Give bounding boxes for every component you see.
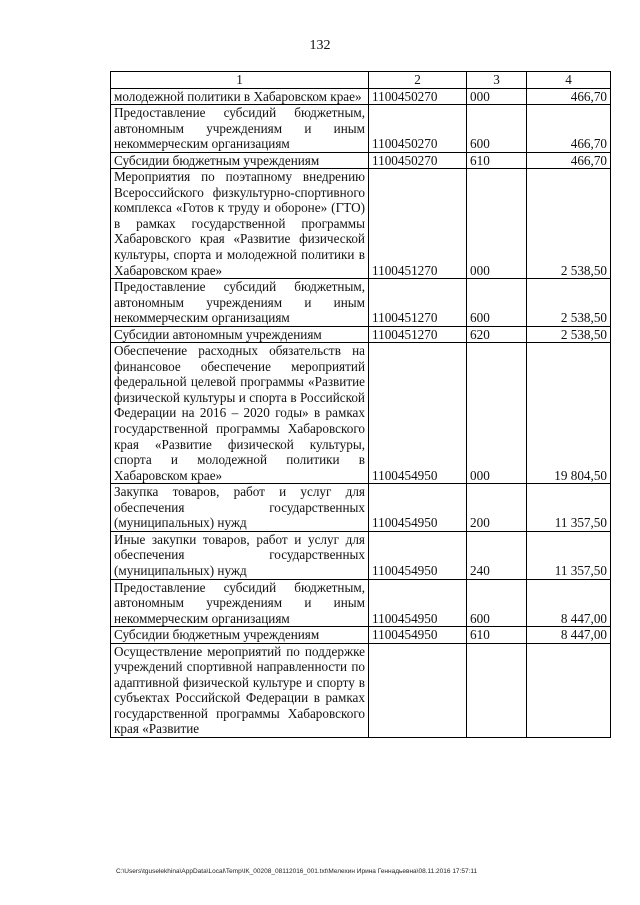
row-amount-cell: 8 447,00 [527,579,611,627]
table-row [111,326,611,343]
budget-table [110,71,611,738]
row-name-cell: Субсидии бюджетным учреждениям [111,627,369,644]
table-row [111,531,611,579]
row-type-cell: 600 [467,279,527,327]
row-name-cell: Предоставление субсидий бюджетным, автономным учреждениям и иным некоммерческим организациям [111,579,369,627]
row-amount-cell: 8 447,00 [527,627,611,644]
column-header-4: 4 [527,72,611,89]
table-row [111,579,611,627]
page-number: 132 [309,38,331,53]
row-amount-cell [527,643,611,737]
table-row [111,643,611,737]
row-type-cell: 240 [467,531,527,579]
row-name-cell: Субсидии автономным учреждениям [111,326,369,343]
column-header-3: 3 [467,72,527,89]
row-amount-cell: 466,70 [527,152,611,169]
row-amount-cell: 19 804,50 [527,343,611,484]
row-type-cell: 000 [467,343,527,484]
row-amount-cell: 2 538,50 [527,326,611,343]
row-code-cell: 1100454950 [369,627,467,644]
row-amount-cell: 466,70 [527,105,611,153]
row-code-cell: 1100451270 [369,279,467,327]
row-type-cell: 610 [467,627,527,644]
row-code-cell: 1100451270 [369,169,467,279]
footer-file-path: C:\Users\tguselekhina\AppData\Local\Temp\IK_00208_08112016_001.txt\Мелехин Ирина Геннадьевна\08.11.2016 17:57:11 [116,868,478,875]
row-amount-cell: 2 538,50 [527,279,611,327]
row-type-cell: 000 [467,88,527,105]
row-type-cell: 620 [467,326,527,343]
row-code-cell: 1100450270 [369,105,467,153]
row-amount-cell: 11 357,50 [527,484,611,532]
column-header-1: 1 [111,72,369,89]
row-name-cell: молодежной политики в Хабаровском крае» [111,88,369,105]
table-header-row [111,72,611,89]
row-code-cell: 1100450270 [369,152,467,169]
row-type-cell: 610 [467,152,527,169]
table-row [111,105,611,153]
row-name-cell: Мероприятия по поэтапному внедрению Всероссийского физкультурно-спортивного комплекса «Готов к труду и обороне» (ГТО) в рамках государственной программы Хабаровского края «Развитие физической культуры, спорта и молодежной политики в Хабаровском крае» [111,169,369,279]
row-amount-cell: 466,70 [527,88,611,105]
row-name-cell: Предоставление субсидий бюджетным, автономным учреждениям и иным некоммерческим организациям [111,279,369,327]
row-code-cell [369,643,467,737]
row-amount-cell: 11 357,50 [527,531,611,579]
table-row [111,279,611,327]
table-row [111,627,611,644]
table-row [111,169,611,279]
row-name-cell: Субсидии бюджетным учреждениям [111,152,369,169]
table-row [111,152,611,169]
row-code-cell: 1100454950 [369,531,467,579]
column-header-2: 2 [369,72,467,89]
row-code-cell: 1100454950 [369,343,467,484]
row-name-cell: Иные закупки товаров, работ и услуг для обеспечения государственных (муниципальных) нужд [111,531,369,579]
table-row [111,88,611,105]
table-row [111,484,611,532]
row-name-cell: Осуществление мероприятий по поддержке учреждений спортивной направленности по адаптивной физической культуре и спорту в субъектах Российской Федерации в рамках государственной программы Хабаровского края «Развитие [111,643,369,737]
row-type-cell: 600 [467,105,527,153]
row-amount-cell: 2 538,50 [527,169,611,279]
row-type-cell: 600 [467,579,527,627]
table-row [111,343,611,484]
row-code-cell: 1100454950 [369,484,467,532]
row-code-cell: 1100451270 [369,326,467,343]
row-code-cell: 1100450270 [369,88,467,105]
row-name-cell: Предоставление субсидий бюджетным, автономным учреждениям и иным некоммерческим организациям [111,105,369,153]
row-name-cell: Обеспечение расходных обязательств на финансовое обеспечение мероприятий федеральной целевой программы «Развитие физической культуры и спорта в Российской Федерации на 2016 – 2020 годы» в рамках государственной программы Хабаровского края «Развитие физической культуры, спорта и молодежной политики в Хабаровском крае» [111,343,369,484]
row-name-cell: Закупка товаров, работ и услуг для обеспечения государственных (муниципальных) нужд [111,484,369,532]
row-type-cell: 200 [467,484,527,532]
row-code-cell: 1100454950 [369,579,467,627]
row-type-cell: 000 [467,169,527,279]
row-type-cell [467,643,527,737]
